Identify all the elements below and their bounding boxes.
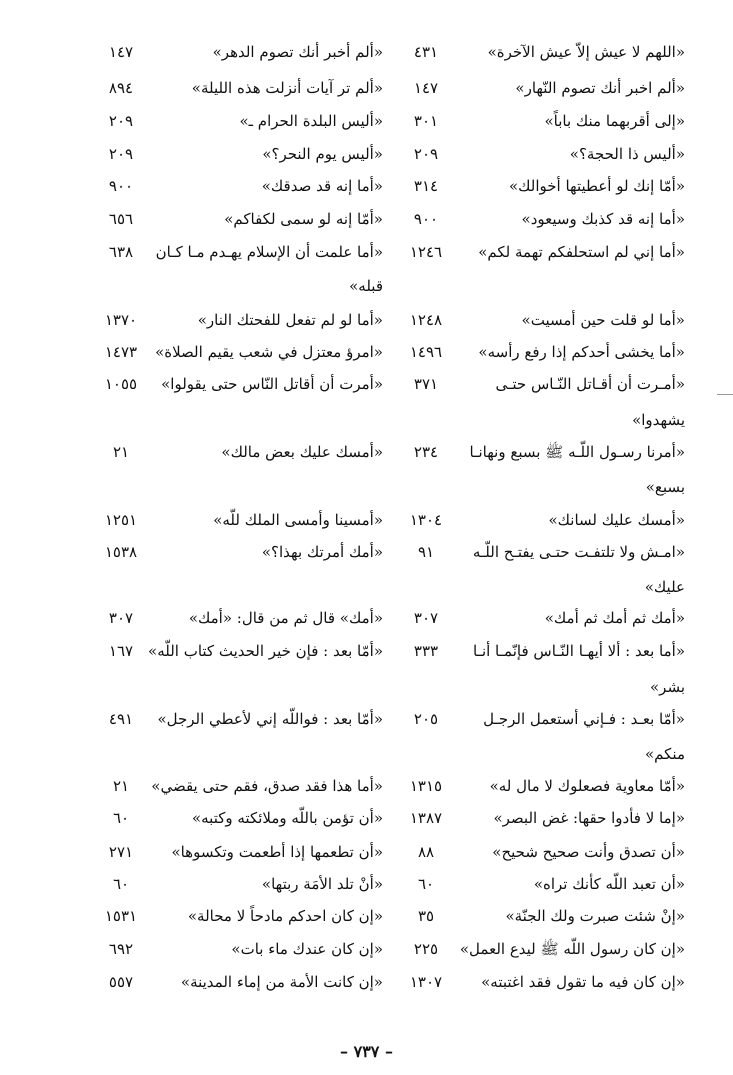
entry-page-number: ١٢٤٦ [409, 243, 443, 261]
entry-text: «أما علمت أن الإسلام يهـدم مـا كـان [155, 243, 383, 261]
entry-page-number: ١٦٧ [108, 642, 134, 660]
entry-page-number: ٣٠١ [413, 112, 439, 130]
entry-text-continuation: عليك» [644, 578, 685, 596]
entry-text: «امرؤ معتزل في شعب يقيم الصلاة» [155, 343, 383, 361]
entry-page-number: ٢٠٩ [108, 145, 134, 163]
entry-page-number: ٥٥٧ [108, 973, 134, 991]
entry-page-number: ٦٥٦ [108, 210, 134, 228]
entry-page-number: ٣١٤ [413, 177, 439, 195]
entry-text: «أليس ذا الحجة؟» [569, 145, 685, 163]
entry-page-number: ١٣١٥ [409, 777, 443, 795]
entry-text: «إن كانت الأمة من إماء المدينة» [180, 973, 383, 991]
entry-text: «إن كان احدكم مادحاً لا محالة» [187, 907, 383, 925]
entry-text: «أما لو قلت حين أمسيت» [521, 311, 685, 329]
entry-page-number: ٦٠ [112, 809, 130, 827]
entry-page-number: ١٣٨٧ [409, 809, 443, 827]
entry-page-number: ٦٣٨ [108, 243, 134, 261]
entry-page-number: ٨٩٤ [108, 79, 134, 97]
entry-text: «أمسينا وأمسى الملك للّه» [213, 511, 383, 529]
entry-page-number: ٣٠٧ [108, 609, 134, 627]
entry-text: «إن كان فيه ما تقول فقد اغتبته» [481, 973, 685, 991]
entry-text: «أما إنه قد صدقك» [261, 177, 383, 195]
entry-page-number: ٢٠٩ [413, 145, 439, 163]
entry-text: «أما بعد : ألا أيهـا النّـاس فإنّمـا أنـا [472, 642, 685, 660]
entry-text: «أمرنا رسـول اللّـه ﷺ بسبع ونهانـا [469, 443, 685, 461]
entry-text: «أمك ثم أمك ثم أمك» [544, 609, 685, 627]
entry-text: «أما إنه قد كذبك وسيعود» [521, 210, 685, 228]
entry-text: «إلى أقربهما منك باباً» [544, 112, 685, 130]
entry-page-number: ٢١ [112, 777, 130, 795]
entry-text: «أنْ تلد الأمَة ربتها» [261, 875, 383, 893]
entry-text: «أن تطعمها إذا أطعمت وتكسوها» [171, 843, 383, 861]
entry-text: «أما لو لم تفعل للفحتك النار» [197, 311, 383, 329]
entry-page-number: ١٤٧٣ [104, 343, 138, 361]
entry-text: «إنْ شئت صبرت ولك الجنّة» [505, 907, 685, 925]
entry-page-number: ١٤٩٦ [409, 343, 443, 361]
entry-text: «إما لا فأدوا حقها: غض البصر» [493, 809, 685, 827]
entry-page-number: ٦٩٢ [108, 940, 134, 958]
entry-page-number: ٢٢٥ [413, 940, 439, 958]
entry-page-number: ٣٠٧ [413, 609, 439, 627]
entry-text: «أمك أمرتك بهذا؟» [261, 543, 383, 561]
entry-text: «أمّا إنه لو سمى لكفاكم» [224, 210, 383, 228]
entry-page-number: ١٤٧ [108, 43, 134, 61]
entry-page-number: ٦٠ [112, 875, 130, 893]
entry-text: «امـش ولا تلتفـت حتـى يفتـح اللّـه [472, 543, 685, 561]
entry-text: «أما يخشى أحدكم إذا رفع رأسه» [478, 343, 685, 361]
entry-text: «أن تؤمن باللّه وملائكته وكتبه» [191, 809, 383, 827]
entry-page-number: ٩٠٠ [413, 210, 439, 228]
entry-text: «ألم تر آيات أنزلت هذه الليلة» [191, 79, 383, 97]
entry-page-number: ٤٣١ [413, 43, 439, 61]
entry-page-number: ٢٧١ [108, 843, 134, 861]
entry-page-number: ٢٠٥ [413, 710, 439, 728]
entry-page-number: ١٣٠٧ [409, 973, 443, 991]
entry-text: «أن تعبد اللّه كأنك تراه» [533, 875, 685, 893]
entry-page-number: ٣٣٣ [413, 642, 439, 660]
entry-text-continuation: يشهدوا» [632, 411, 685, 429]
entry-text: «إن كان رسول اللّه ﷺ ليدع العمل» [459, 940, 685, 958]
entry-page-number: ١٣٧٠ [104, 311, 138, 329]
entry-text: «أن تصدق وأنت صحيح شحيح» [492, 843, 685, 861]
entry-page-number: ٣٥ [417, 907, 435, 925]
entry-text: «أمّا معاوية فصعلوك لا مال له» [489, 777, 685, 795]
entry-text: «أمسك عليك بعض مالك» [221, 443, 383, 461]
entry-text: «أمـرت أن أقـاتل النّـاس حتـى [495, 375, 685, 393]
entry-page-number: ١٤٧ [413, 79, 439, 97]
entry-page-number: ١٥٣١ [104, 907, 138, 925]
entry-page-number: ٨٨ [417, 843, 435, 861]
margin-mark [717, 394, 733, 395]
entry-text: «ألم أخبر أنك تصوم الدهر» [212, 43, 383, 61]
page-number: – ٧٣٧ – [340, 1042, 393, 1061]
entry-page-number: ٩١ [417, 543, 435, 561]
entry-text: «أليس يوم النحر؟» [262, 145, 383, 163]
entry-text-continuation: بسبع» [645, 478, 685, 496]
entry-text: «أمّا بعـد : فـإني أستعمل الرجـل [483, 710, 685, 728]
entry-text: «أليس البلدة الحرام ـ» [239, 112, 383, 130]
entry-page-number: ١٢٤٨ [409, 311, 443, 329]
entry-text: «أمك» قال ثم من قال: «أمك» [188, 609, 383, 627]
entry-page-number: ٦٠ [417, 875, 435, 893]
entry-text: «ألم اخبر أنك تصوم النّهار» [515, 79, 685, 97]
entry-text: «اللهم لا عيش إلاّ عيش الآخرة» [487, 43, 685, 61]
entry-text: «إن كان عندك ماء بات» [231, 940, 383, 958]
entry-text: «أمّا إنك لو أعطيتها أخوالك» [508, 177, 685, 195]
entry-text: «أمسك عليك لسانك» [548, 511, 685, 529]
entry-text-continuation: منكم» [644, 745, 685, 763]
entry-text: «أما إني لم استحلفكم تهمة لكم» [478, 243, 685, 261]
entry-page-number: ٩٠٠ [108, 177, 134, 195]
entry-page-number: ١٥٣٨ [104, 543, 138, 561]
entry-text-continuation: قبله» [349, 277, 383, 295]
entry-page-number: ٤٩١ [108, 710, 134, 728]
entry-text: «أمّا بعد : فواللّه إني لأعطي الرجل» [157, 710, 383, 728]
entry-page-number: ١٢٥١ [104, 511, 138, 529]
entry-page-number: ٢٣٤ [413, 443, 439, 461]
entry-text: «أمّا بعد : فإن خير الحديث كتاب اللّه» [148, 642, 383, 660]
entry-text: «أما هذا فقد صدق، فقم حتى يقضي» [151, 777, 383, 795]
entry-page-number: ١٠٥٥ [104, 375, 138, 393]
entry-page-number: ١٣٠٤ [409, 511, 443, 529]
entry-page-number: ٢١ [112, 443, 130, 461]
entry-text: «أمرت أن أقاتل النّاس حتى يقولوا» [161, 375, 383, 393]
entry-text-continuation: بشر» [649, 678, 685, 696]
entry-page-number: ٢٠٩ [108, 112, 134, 130]
entry-page-number: ٣٧١ [413, 375, 439, 393]
